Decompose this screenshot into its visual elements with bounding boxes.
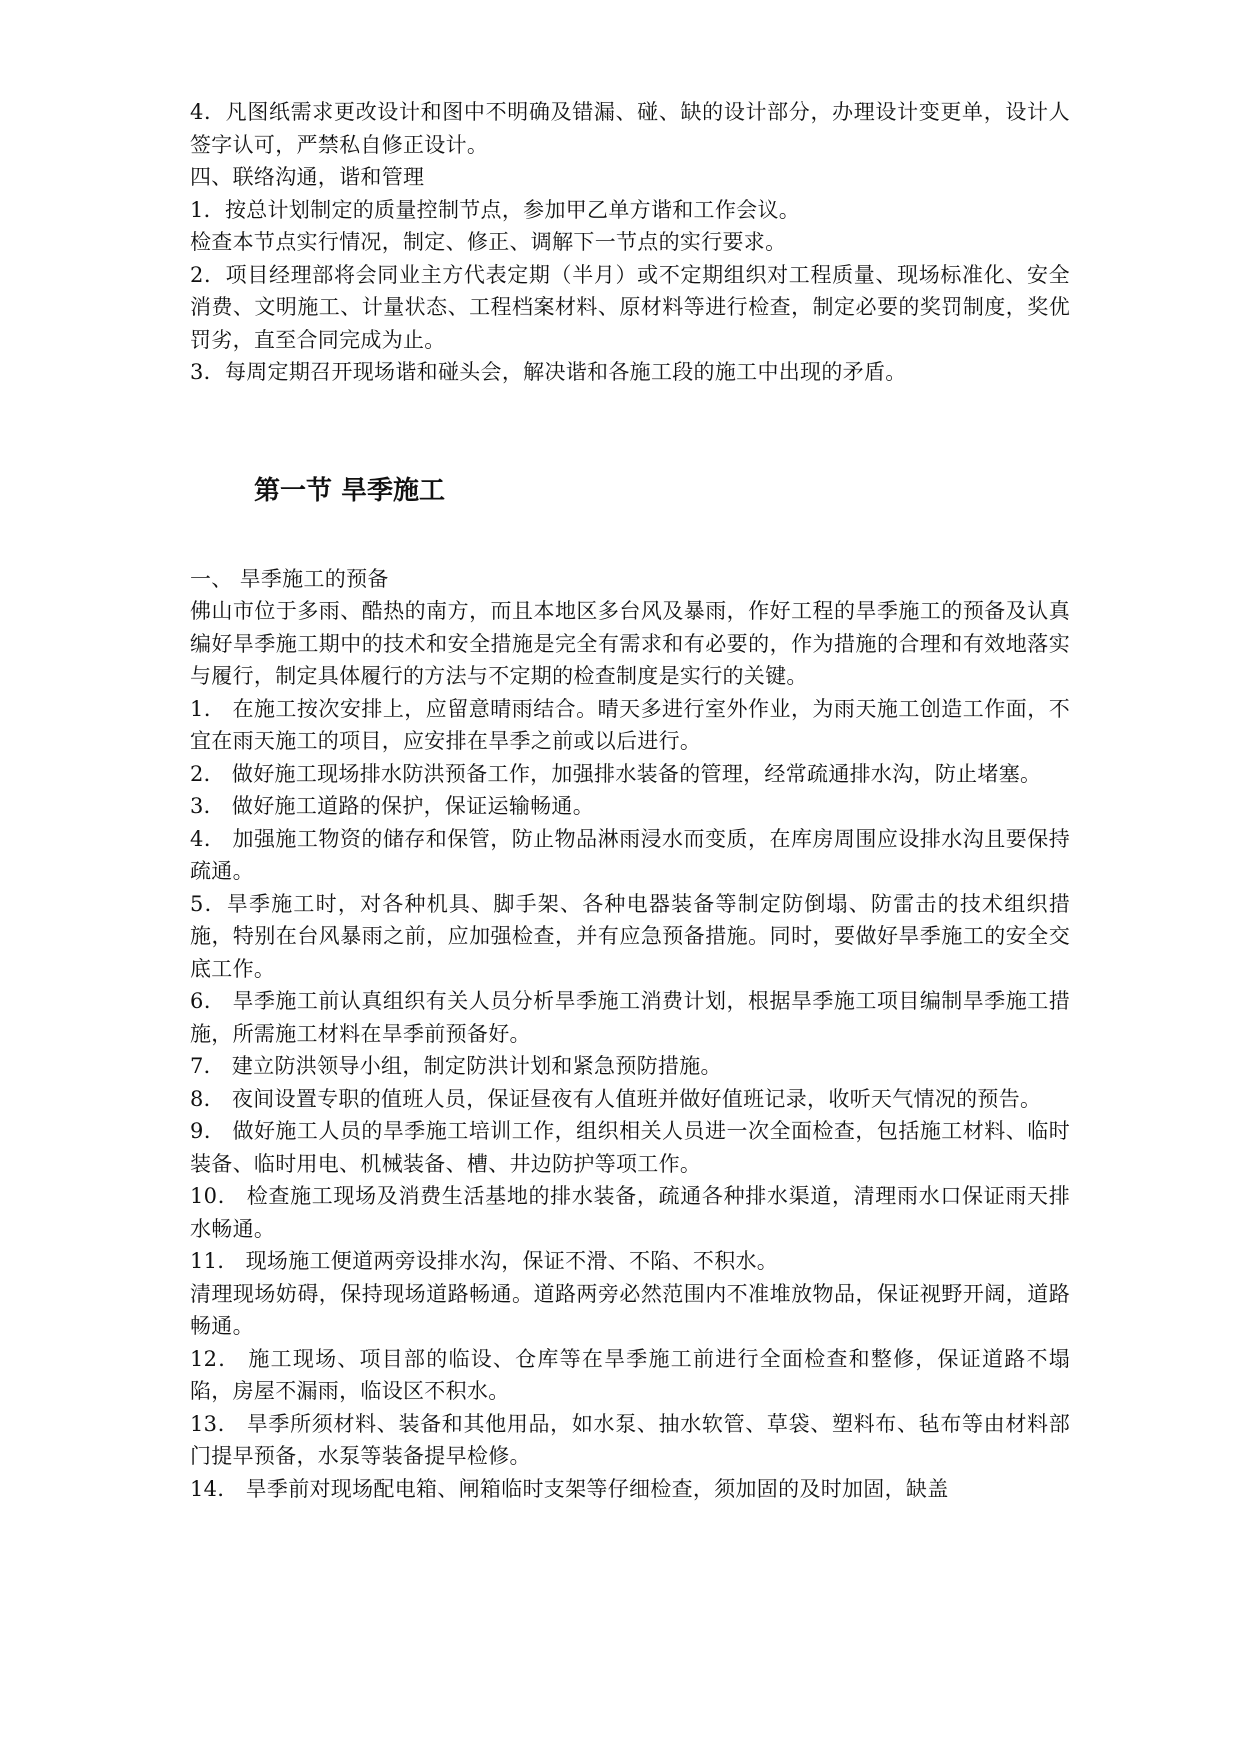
paragraph: 佛山市位于多雨、酷热的南方，而且本地区多台风及暴雨，作好工程的旱季施工的预备及认真编好旱季施工期中的技术和安全措施是完全有需求和有必要的，作为措施的合理和有效地落实与履行，制定具体履行的方法与不定期的检查制度是实行的关键。 [190,599,1070,688]
sub-heading: 四、联络沟通，谐和管理 [190,165,425,189]
section-body [190,563,1070,1506]
list-item: 3． 做好施工道路的保护，保证运输畅通。 [190,794,595,818]
list-item: 9． 做好施工人员的旱季施工培训工作，组织相关人员进一次全面检查，包括施工材料、临时装备、临时用电、机械装备、槽、井边防护等项工作。 [190,1119,1070,1176]
sub-heading: 一、 旱季施工的预备 [190,566,389,591]
list-item: 14． 旱季前对现场配电箱、闸箱临时支架等仔细检查，须加固的及时加固，缺盖 [190,1476,949,1501]
paragraph: 1．按总计划制定的质量控制节点，参加甲乙单方谐和工作会议。 [190,197,801,222]
list-item: 12． 施工现场、项目部的临设、仓库等在旱季施工前进行全面检查和整修，保证道路不塌陷，房屋不漏雨，临设区不积水。 [190,1346,1070,1403]
paragraph: 2．项目经理部将会同业主方代表定期（半月）或不定期组织对工程质量、现场标准化、安全消费、文明施工、计量状态、工程档案材料、原材料等进行检查，制定必要的奖罚制度，奖优罚劣，直至合同完成为止。 [190,262,1070,352]
list-item: 1． 在施工按次安排上，应留意晴雨结合。晴天多进行室外作业，为雨天施工创造工作面，不宜在雨天施工的项目，应安排在旱季之前或以后进行。 [190,696,1070,753]
paragraph: 3．每周定期召开现场谐和碰头会，解决谐和各施工段的施工中出现的矛盾。 [190,360,907,384]
list-item: 2． 做好施工现场排水防洪预备工作，加强排水装备的管理，经常疏通排水沟，防止堵塞。 [190,761,1042,786]
list-item: 11． 现场施工便道两旁设排水沟，保证不滑、不陷、不积水。 [190,1249,779,1273]
paragraph: 清理现场妨碍，保持现场道路畅通。道路两旁必然范围内不准堆放物品，保证视野开阔，道路畅通。 [190,1281,1070,1338]
paragraph: 检查本节点实行情况，制定、修正、调解下一节点的实行要求。 [190,230,787,254]
list-item: 10． 检查施工现场及消费生活基地的排水装备，疏通各种排水渠道，清理雨水口保证雨天排水畅通。 [190,1184,1070,1241]
list-item: 13． 旱季所须材料、装备和其他用品，如水泵、抽水软管、草袋、塑料布、毡布等由材料部门提早预备，水泵等装备提早检修。 [190,1411,1070,1468]
list-item: 8． 夜间设置专职的值班人员，保证昼夜有人值班并做好值班记录，收听天气情况的预告。 [190,1086,1042,1111]
top-block [190,96,1070,389]
list-item: 4． 加强施工物资的储存和保管，防止物品淋雨浸水而变质，在库房周围应设排水沟且要保持疏通。 [190,826,1070,883]
paragraph: 4．凡图纸需求更改设计和图中不明确及错漏、碰、缺的设计部分，办理设计变更单，设计人签字认可，严禁私自修正设计。 [190,100,1070,157]
list-item: 6． 旱季施工前认真组织有关人员分析旱季施工消费计划，根据旱季施工项目编制旱季施工措施，所需施工材料在旱季前预备好。 [190,989,1070,1046]
section-title: 第一节 旱季施工 [254,475,446,506]
document-page [190,96,1070,1505]
list-item: 5．旱季施工时，对各种机具、脚手架、各种电器装备等制定防倒塌、防雷击的技术组织措施，特别在台风暴雨之前，应加强检查，并有应急预备措施。同时，要做好旱季施工的安全交底工作。 [190,891,1070,981]
list-item: 7． 建立防洪领导小组，制定防洪计划和紧急预防措施。 [190,1054,722,1078]
